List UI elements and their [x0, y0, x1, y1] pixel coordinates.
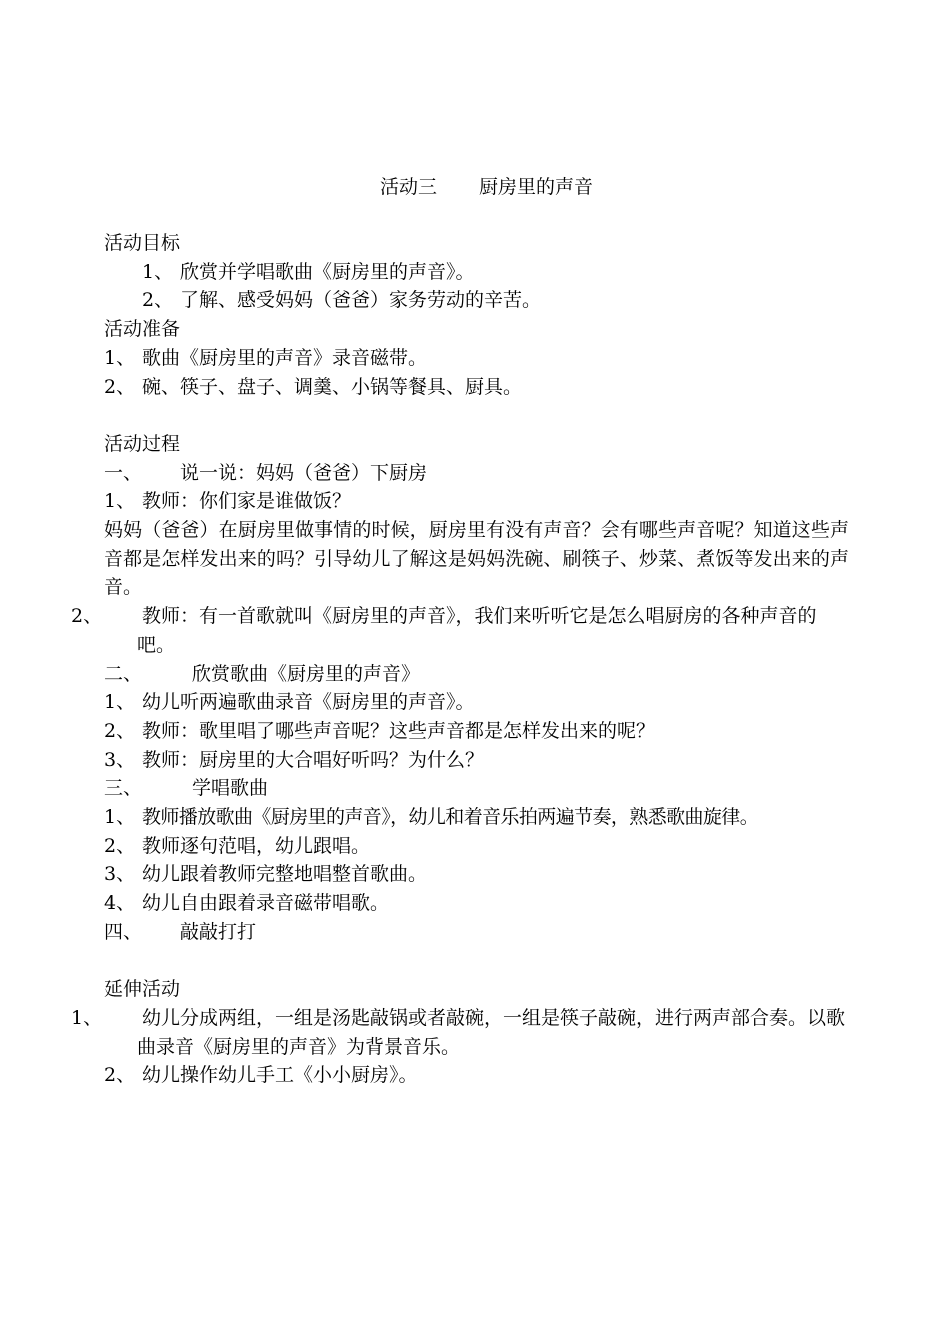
- section-heading: 一、 说一说：妈妈（爸爸）下厨房: [104, 461, 428, 484]
- extension-item: 2、 幼儿操作幼儿手工《小小厨房》。: [104, 1064, 418, 1087]
- page-title: [124, 172, 849, 203]
- process-item: 2、 教师：歌里唱了哪些声音呢？这些声音都是怎样发出来的呢？: [104, 719, 656, 742]
- process-item: 1、 教师：你们家是谁做饭？: [104, 490, 352, 513]
- goal-item: 1、 欣赏并学唱歌曲《厨房里的声音》。: [142, 260, 475, 283]
- process-paragraph: 妈妈（爸爸）在厨房里做事情的时候，厨房里有没有声音？会有哪些声音呢？知道这些声音都是怎样发出来的吗？引导幼儿了解这是妈妈洗碗、刷筷子、炒菜、煮饭等发出来的声音。: [104, 519, 849, 599]
- prep-item: 1、 歌曲《厨房里的声音》录音磁带。: [104, 346, 428, 369]
- goal-item: 2、 了解、感受妈妈（爸爸）家务劳动的辛苦。: [142, 289, 542, 312]
- process-item: 1、 幼儿听两遍歌曲录音《厨房里的声音》。: [104, 691, 475, 714]
- process-item: 2、 教师：有一首歌就叫《厨房里的声音》，我们来听听它是怎么唱厨房的各种声音的吧。: [71, 605, 817, 656]
- goals-heading: 活动目标: [104, 232, 181, 254]
- title-prefix: 活动三: [379, 176, 437, 198]
- title-main: 厨房里的声音: [479, 176, 594, 198]
- prep-item: 2、 碗、筷子、盘子、调羹、小锅等餐具、厨具。: [104, 375, 523, 398]
- extension-heading: 延伸活动: [104, 978, 181, 1001]
- process-item: 3、 幼儿跟着教师完整地唱整首歌曲。: [104, 863, 428, 886]
- section-heading: 四、 敲敲打打: [104, 920, 257, 943]
- document-page: [71, 172, 849, 1090]
- prep-heading: 活动准备: [104, 318, 181, 341]
- process-heading: 活动过程: [104, 432, 181, 455]
- process-item: 2、 教师逐句范唱，幼儿跟唱。: [104, 834, 371, 857]
- process-item: 3、 教师：厨房里的大合唱好听吗？为什么？: [104, 748, 485, 771]
- process-item: 1、 教师播放歌曲《厨房里的声音》，幼儿和着音乐拍两遍节奏，熟悉歌曲旋律。: [104, 806, 759, 829]
- section-heading: 三、 学唱歌曲: [104, 777, 269, 800]
- section-heading: 二、 欣赏歌曲《厨房里的声音》: [104, 662, 421, 685]
- process-item: 4、 幼儿自由跟着录音磁带唱歌。: [104, 892, 390, 915]
- extension-item: 1、 幼儿分成两组，一组是汤匙敲锅或者敲碗，一组是筷子敲碗，进行两声部合奏。以歌曲录音《厨房里的声音》为背景音乐。: [71, 1006, 846, 1058]
